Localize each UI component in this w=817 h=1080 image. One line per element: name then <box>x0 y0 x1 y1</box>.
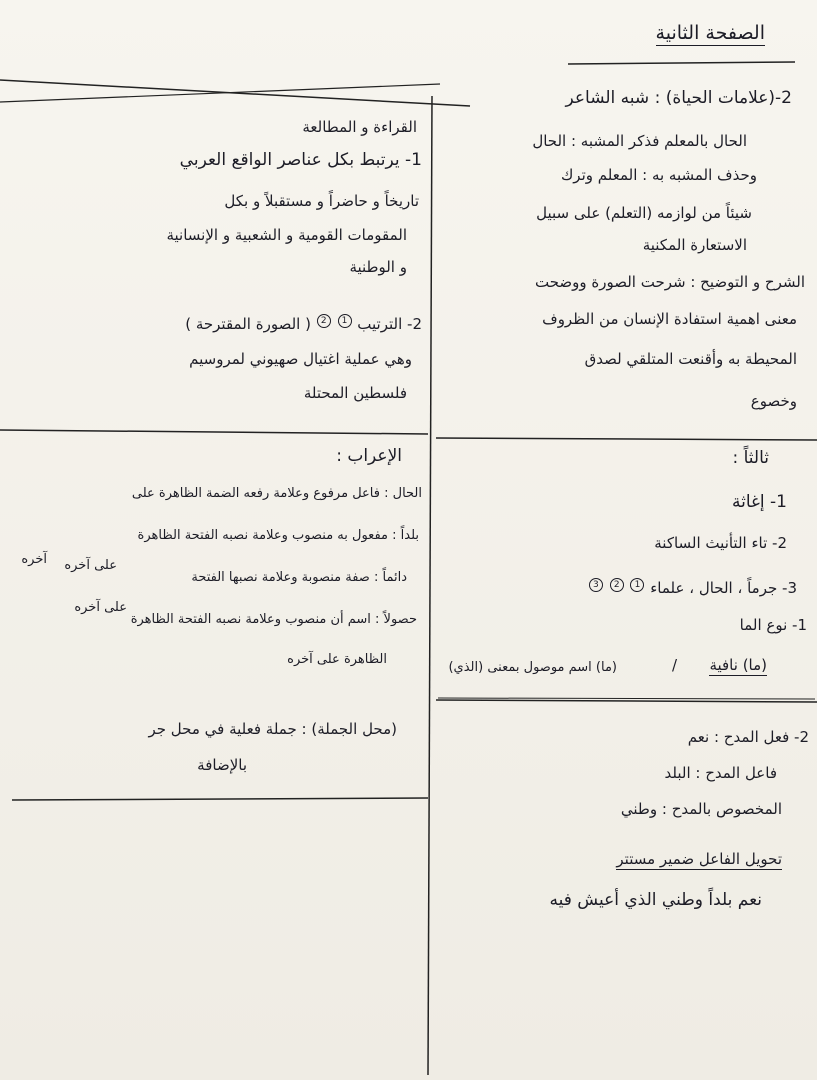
lt-line-3: المقومات القومية و الشعبية و الإنسانية <box>166 226 407 244</box>
rb-item-6: فاعل المدح : البلد <box>664 764 777 782</box>
rb-item-3-text: 3- جرماً ، الحال ، علماء <box>650 579 797 597</box>
rb-item-1: 1- إغاثة <box>731 492 787 512</box>
lb-line-7: بالإضافة <box>197 756 247 774</box>
rb-item-7: المخصوص بالمدح : وطني <box>620 800 782 818</box>
lt-line-5-pre: 2- الترتيب <box>357 315 422 333</box>
rt-line-7: معنى اهمية استفادة الإنسان من الظروف <box>542 310 797 328</box>
circled-number: 1 <box>338 314 352 328</box>
rb-item-4-b: (ما) اسم موصول بمعنى (الذي) <box>448 660 617 675</box>
rt-line-6: الشرح و التوضيح : شرحت الصورة ووضحت <box>534 273 805 291</box>
rb-item-4-sep: / <box>671 656 677 674</box>
rb-item-2: 2- تاء التأنيث الساكنة <box>654 534 787 552</box>
lt-line-4: و الوطنية <box>349 258 407 276</box>
circled-number: 3 <box>589 578 603 592</box>
lt-line-1: 1- يرتبط بكل عناصر الواقع العربي <box>179 150 422 170</box>
lt-line-5-post: ( الصورة المقترحة ) <box>185 315 311 333</box>
lt-heading: القراءة و المطالعة <box>302 118 417 136</box>
circled-number: 2 <box>317 314 331 328</box>
rt-line-3: وحذف المشبه به : المعلم وترك <box>560 166 757 184</box>
rt-line-2: الحال بالمعلم فذكر المشبه : الحال <box>532 132 747 150</box>
lb-line-2-note: آخره <box>21 552 47 567</box>
lb-line-5: الظاهرة على آخره <box>287 652 387 667</box>
lb-line-4-note: على آخره <box>74 600 127 615</box>
rb-item-3 <box>588 578 797 597</box>
rb-item-5: 2- فعل المدح : نعم <box>687 728 809 746</box>
lb-heading: الإعراب : <box>336 446 402 466</box>
rt-line-4: شيئاً من لوازمه (التعلم) على سبيل <box>536 204 752 222</box>
lb-line-6-label: (محل الجملة) <box>311 720 397 738</box>
rb-heading: ثالثاً : <box>732 448 769 468</box>
rt-line-8: المحيطة به وأقنعت المتلقي لصدق <box>584 350 797 368</box>
lt-line-5 <box>185 314 422 333</box>
circled-number: 2 <box>610 578 624 592</box>
rb-item-4-label: 1- نوع الما <box>739 616 807 634</box>
lt-line-7: فلسطين المحتلة <box>303 384 407 402</box>
lb-line-2: بلداً : مفعول به منصوب وعلامة نصبه الفتحة الظاهرة <box>137 528 419 543</box>
rt-line-5: الاستعارة المكنية <box>642 236 747 254</box>
rb-item-4-a: (ما) نافية <box>709 656 767 674</box>
circled-number: 1 <box>630 578 644 592</box>
lt-line-2: تاريخاً و حاضراً و مستقبلاً و بكل <box>224 192 419 210</box>
rt-line-9: وخصوع <box>750 392 797 410</box>
rb-item-9: نعم بلداً وطني الذي أعيش فيه <box>549 890 762 910</box>
lb-line-6-text: : جملة فعلية في محل جر <box>148 720 307 738</box>
lb-line-6 <box>148 720 397 738</box>
lb-line-3: دائماً : صفة منصوبة وعلامة نصبها الفتحة <box>191 570 407 585</box>
lb-line-1: الحال : فاعل مرفوع وعلامة رفعه الضمة الظاهرة على <box>131 486 422 501</box>
page-title: الصفحة الثانية <box>655 22 765 44</box>
lt-line-6: وهي عملية اغتيال صهيوني لمروسيم <box>189 350 412 368</box>
rb-item-8-label: تحويل الفاعل ضمير مستتر <box>616 850 782 868</box>
rt-line-1: 2-(علامات الحياة) : شبه الشاعر <box>565 88 792 108</box>
lb-line-4: حصولاً : اسم أن منصوب وعلامة نصبه الفتحة الظاهرة <box>130 612 417 627</box>
lb-line-3-note: على آخره <box>64 558 117 573</box>
